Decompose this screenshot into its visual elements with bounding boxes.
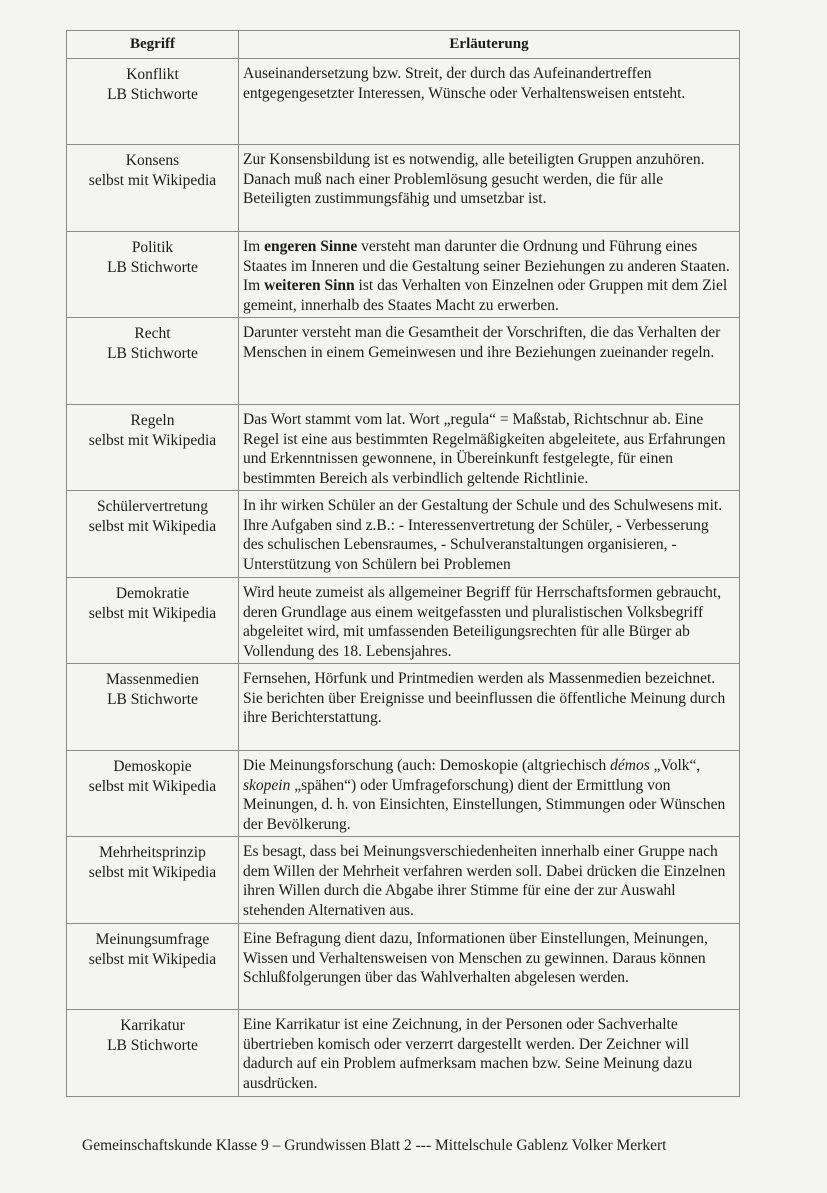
page-footer: Gemeinschaftskunde Klasse 9 – Grundwissen Blatt 2 --- Mittelschule Gablenz Volker Merkert [82,1137,667,1154]
text-segment: Die Meinungsforschung (auch: Demoskopie (altgriechisch [243,757,611,774]
term-source: LB Stichworte [107,691,198,708]
term-source: LB Stichworte [107,345,198,362]
term-name: Meinungsumfrage [95,931,210,948]
table-row [67,59,740,145]
bold-term: engeren Sinne [264,238,358,255]
term-source: LB Stichworte [107,1037,198,1054]
table-row [67,751,740,837]
term-name: Politik [131,239,174,256]
explanation-cell [239,232,740,318]
term-name: Demokratie [115,585,190,602]
explanation-cell [239,751,740,837]
term-name: Konflikt [126,66,179,83]
term-name: Konsens [125,152,180,169]
explanation-cell: Das Wort stammt vom lat. Wort „regula“ = Maßstab, Richtschnur ab. Eine Regel ist eine aus bestimmten Regelmäßigkeiten abgeleitete, aus Erfahrungen und Erkenntnissen gewonnene, in Übereinkunft festgelegte, für einen bestimmten Bereich als verbindlich geltende Richtlinie. [239,405,740,491]
header-term: Begriff [67,31,239,59]
term-source: selbst mit Wikipedia [88,864,217,881]
explanation-cell: Darunter versteht man die Gesamtheit der Vorschriften, die das Verhalten der Menschen in einem Gemeinwesen und ihre Beziehungen zueinander regeln. [239,318,740,405]
term-source: LB Stichworte [107,259,198,276]
term-name: Karrikatur [120,1017,185,1034]
table-row [67,924,740,1010]
term-cell [67,491,239,578]
explanation-cell: Wird heute zumeist als allgemeiner Begriff für Herrschaftsformen gebraucht, deren Grundlage aus einem weitgefassten und pluralistischen Volksbegriff abgeleitet wird, mit umfassenden Beteiligungsrechten für alle Bürger ab Vollendung des 18. Lebensjahres. [239,578,740,664]
table-row [67,405,740,491]
term-name: Mehrheitsprinzip [99,844,206,861]
term-source: selbst mit Wikipedia [88,518,217,535]
bold-term: weiteren Sinn [264,277,355,294]
term-source: selbst mit Wikipedia [88,778,217,795]
text-segment: „spähen“) oder Umfrageforschung) dient der Ermittlung von Meinungen, d. h. von Einsichten, Einstellungen, Stimmungen oder Wünschen der Bevölkerung. [243,776,726,833]
explanation-cell: Eine Befragung dient dazu, Informationen über Einstellungen, Meinungen, Wissen und Verhaltensweisen von Menschen zu gewinnen. Daraus können Schlußfolgerungen über das Wahlverhalten abgelesen werden. [239,924,740,1010]
text-segment: „Volk“, [649,757,701,774]
table-row [67,1010,740,1097]
table-row [67,232,740,318]
table-row [67,318,740,405]
glossary-table [66,30,740,1097]
explanation-cell: Eine Karrikatur ist eine Zeichnung, in der Personen oder Sachverhalte übertrieben komisch oder verzerrt dargestellt werden. Der Zeichner will dadurch auf ein Problem aufmerksam machen bzw. Seine Meinung dazu ausdrücken. [239,1010,740,1097]
term-cell [67,837,239,924]
term-source: selbst mit Wikipedia [88,172,217,189]
italic-term: skopein [243,776,291,794]
text-segment: Im [243,238,265,255]
term-name: Schülervertretung [96,498,209,515]
term-cell [67,232,239,318]
term-name: Demoskopie [113,758,192,775]
table-header-row [67,31,740,59]
table-row [67,578,740,664]
term-source: selbst mit Wikipedia [88,605,217,622]
term-cell [67,924,239,1010]
term-cell [67,318,239,405]
explanation-cell: Es besagt, dass bei Meinungsverschiedenheiten innerhalb einer Gruppe nach dem Willen der Mehrheit verfahren werden soll. Dabei drücken die Einzelnen ihren Willen durch die Abgabe ihrer Stimme für eine der zur Auswahl stehenden Alternativen aus. [239,837,740,924]
term-cell [67,578,239,664]
term-name: Recht [134,325,171,342]
term-source: LB Stichworte [107,86,198,103]
term-cell [67,145,239,232]
term-cell [67,1010,239,1097]
explanation-cell: Fernsehen, Hörfunk und Printmedien werden als Massenmedien bezeichnet. Sie berichten über Ereignisse und beeinflussen die öffentliche Meinung durch ihre Berichterstattung. [239,664,740,751]
term-source: selbst mit Wikipedia [88,432,217,449]
term-cell [67,59,239,145]
term-cell [67,405,239,491]
term-name: Regeln [130,412,175,429]
explanation-cell: Auseinandersetzung bzw. Streit, der durch das Aufeinandertreffen entgegengesetzter Interessen, Wünsche oder Verhaltensweisen entsteht. [239,59,740,145]
term-cell [67,664,239,751]
italic-term: démos [610,757,650,774]
table-row [67,145,740,232]
header-explanation: Erläuterung [239,31,740,59]
table-row [67,664,740,751]
explanation-cell: Zur Konsensbildung ist es notwendig, alle beteiligten Gruppen anzuhören. Danach muß nach einer Problemlösung gesucht werden, die für alle Beteiligten zustimmungsfähig und umsetzbar ist. [239,145,740,232]
term-name: Massenmedien [106,671,199,688]
explanation-cell: In ihr wirken Schüler an der Gestaltung der Schule und des Schulwesens mit. Ihre Aufgaben sind z.B.: - Interessenvertretung der Schüler, - Verbesserung des schulischen Lebensraumes, - Schulveranstaltungen organisieren, - Unterstützung von Schülern bei Problemen [239,491,740,578]
term-source: selbst mit Wikipedia [88,951,217,968]
text-segment: ist das Verhalten von Einzelnen oder Gruppen mit dem Ziel gemeint, innerhalb des Staates Macht zu erwerben. [243,277,728,314]
text-segment: versteht man darunter die Ordnung und Führung eines Staates im Inneren und die Gestaltung seiner Beziehungen zu anderen Staaten. Im [243,238,730,294]
table-row [67,837,740,924]
term-cell [67,751,239,837]
table-row [67,491,740,578]
